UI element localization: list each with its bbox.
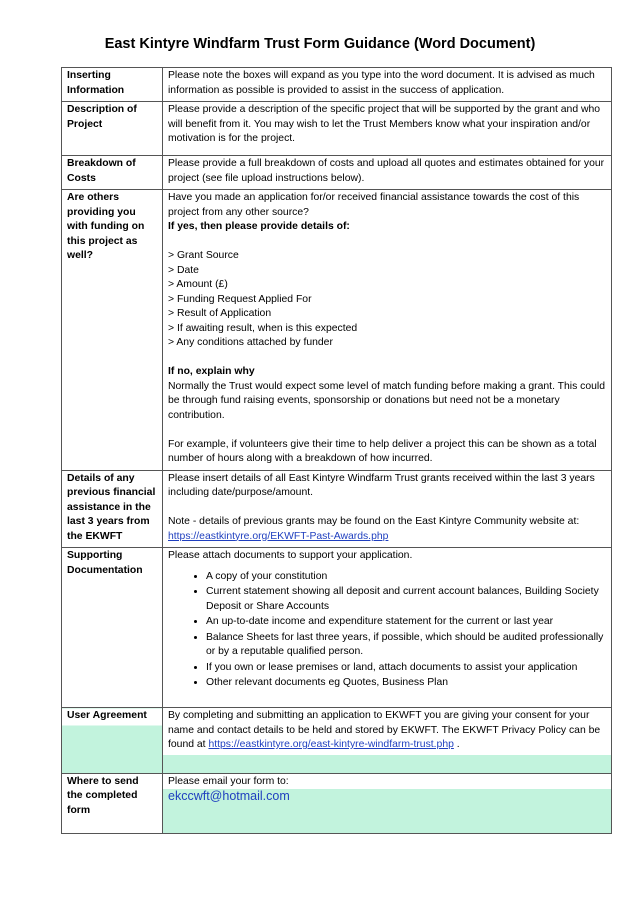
row-supporting-documentation [62, 548, 612, 708]
funding-item: > Amount (£) [168, 279, 228, 290]
row-breakdown-of-costs [62, 156, 612, 190]
text-inserting-information: Please note the boxes will expand as you type into the word document. It is advised as much information as possible is provided to assist in the success of application. [163, 68, 612, 102]
agreement-input-field[interactable] [163, 755, 611, 773]
document-item: • A copy of your constitution [206, 570, 606, 585]
documents-list [168, 570, 606, 691]
funding-item: > Funding Request Applied For [168, 293, 312, 305]
row-other-funding [62, 190, 612, 471]
content-other-funding [163, 190, 612, 471]
content-supporting-documentation [163, 548, 612, 708]
content-where-to-send [163, 773, 612, 834]
send-text: Please email your form to: [168, 775, 289, 787]
label-supporting-documentation: Supporting Documentation [62, 548, 163, 708]
previous-note: Note - details of previous grants may be found on the East Kintyre Community website at: [168, 516, 580, 527]
funding-yes-heading: If yes, then please provide details of: [168, 221, 350, 232]
label-inserting-information: Inserting Information [62, 68, 163, 102]
page-title: East Kintyre Windfarm Trust Form Guidance (Word Document) [104, 36, 536, 52]
content-user-agreement [163, 708, 612, 774]
funding-item: > Any conditions attached by funder [168, 337, 333, 348]
label-breakdown-of-costs: Breakdown of Costs [62, 156, 163, 190]
funding-no-heading: If no, explain why [168, 366, 255, 377]
document-item: • An up-to-date income and expenditure statement for the current or last year [206, 615, 606, 630]
label-other-funding: Are others providing you with funding on this project as well? [62, 190, 163, 471]
text-breakdown-of-costs: Please provide a full breakdown of costs and upload all quotes and estimates obtained for your project (see file upload instructions below). [163, 156, 612, 190]
agreement-suffix: . [453, 739, 460, 750]
email-address[interactable]: ekccwft@hotmail.com [168, 789, 290, 803]
funding-intro: Have you made an application for/or received financial assistance towards the cost of this project from any other source? [168, 192, 580, 218]
funding-no-text: Normally the Trust would expect some level of match funding before making a grant. This could be through fund raising events, sponsorship or donations but need not be a monetary contribution. [168, 380, 606, 421]
row-previous-assistance [62, 470, 612, 548]
funding-example-text: For example, if volunteers give their time to help deliver a project this can be shown as a total number of hours along with a breakdown of how incurred. [168, 438, 597, 464]
guidance-table [61, 67, 612, 834]
label-user-agreement [62, 708, 163, 774]
agreement-text: By completing and submitting an application to EKWFT you are giving your consent for your name and contact details to be held and stored by EKWFT. The EKWFT Privacy Policy can be found at [168, 710, 601, 750]
content-previous-assistance [163, 470, 612, 548]
funding-item: > Date [168, 264, 199, 276]
row-user-agreement [62, 708, 612, 774]
label-description-of-project: Description of Project [62, 102, 163, 156]
privacy-policy-link[interactable]: https://eastkintyre.org/east-kintyre-windfarm-trust.php [208, 739, 454, 750]
past-awards-link[interactable]: https://eastkintyre.org/EKWFT-Past-Awards.php [168, 530, 389, 542]
row-inserting-information [62, 68, 612, 102]
document-item: • Current statement showing all deposit and current account balances, Building Society Deposit or Share Accounts [206, 585, 606, 614]
document-item: • Other relevant documents eg Quotes, Business Plan [206, 676, 606, 691]
document-item: • Balance Sheets for last three years, if possible, which should be audited professionally or by a reputable qualified person. [206, 631, 606, 660]
supporting-intro: Please attach documents to support your application. [168, 550, 413, 561]
funding-item: > Result of Application [168, 308, 272, 319]
email-field[interactable] [163, 789, 611, 833]
funding-item: > Grant Source [168, 250, 239, 261]
funding-item: > If awaiting result, when is this expected [168, 322, 358, 334]
row-where-to-send [62, 773, 612, 834]
label-previous-assistance: Details of any previous financial assistance in the last 3 years from the EKWFT [62, 470, 163, 548]
user-agreement-label: User Agreement [67, 710, 147, 721]
text-description-of-project: Please provide a description of the specific project that will be supported by the grant and who will benefit from it. You may wish to let the Trust Members know what your inspiration and/or motivation is for the project. [163, 102, 612, 156]
document-item: • If you own or lease premises or land, attach documents to assist your application [206, 661, 606, 676]
row-description-of-project [62, 102, 612, 156]
previous-text: Please insert details of all East Kintyre Windfarm Trust grants received within the last 3 years including date/purpose/amount. [168, 472, 595, 498]
label-where-to-send: Where to send the completed form [62, 773, 163, 834]
